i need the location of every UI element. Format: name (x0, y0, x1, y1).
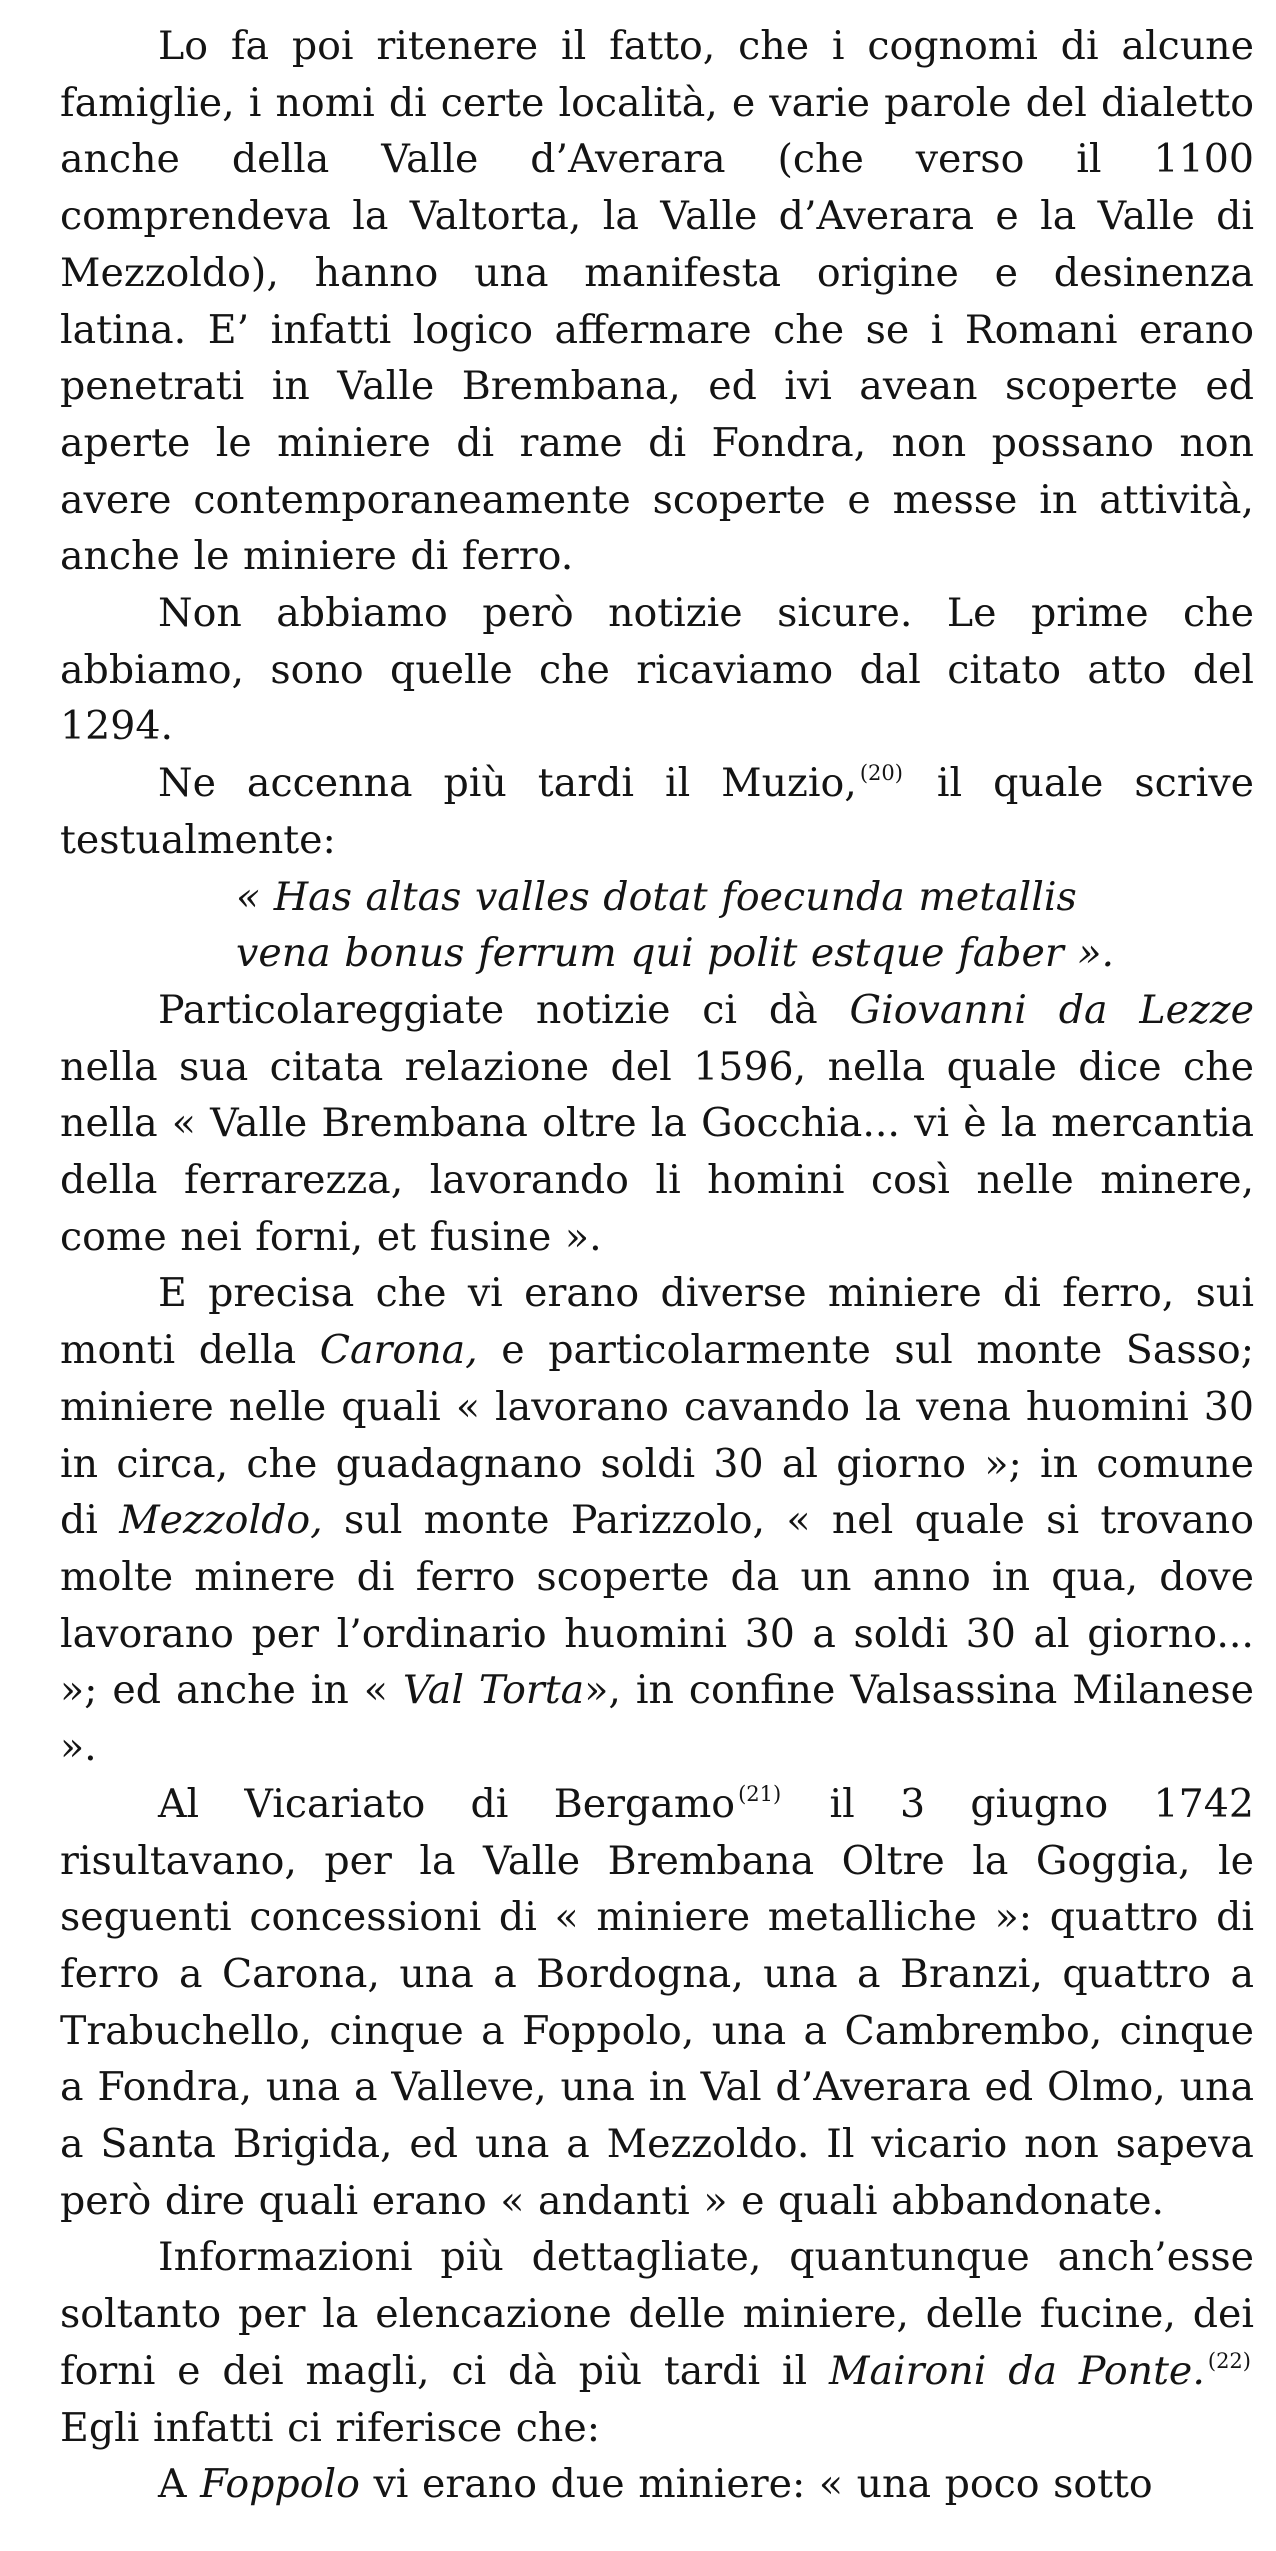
foppolo-text-b: vi erano due miniere: « una poco sotto (373, 2461, 1153, 2508)
author-giovanni-da-lezze: Giovanni da Lezze (849, 986, 1254, 1033)
paragraph-iron-mines (60, 1265, 1254, 1775)
place-val-torta: Val Torta (402, 1667, 585, 1714)
maironi-text-b: Egli infatti ci riferisce che: (60, 2404, 601, 2451)
paragraph-maironi (60, 2229, 1254, 2456)
mines-text-d: », in confine Valsassina Milanese ». (60, 1667, 1254, 1771)
paragraph-muzio (60, 755, 1254, 868)
paragraph-no-sure-news: Non abbiamo però notizie sicure. Le prime che abbiamo, sono quelle che ricaviamo dal citato atto del 1294. (60, 590, 1254, 750)
paragraph-origins: Lo fa poi ritenere il fatto, che i cognomi di alcune famiglie, i nomi di certe località, e varie parole del dialetto anche della Valle d’Averara (che verso il 1100 comprendeva la Valtorta, la Valle d’Averara e la Valle di Mezzoldo), hanno una manifesta origine e desinenza latina. E’ infatti logico affermare che se i Romani erano penetrati in Valle Brembana, ed ivi avean scoperte ed aperte le miniere di rame di Fondra, non possano non avere contemporaneamente scoperte e messe in attività, anche le miniere di ferro. (60, 23, 1254, 580)
mines-text-c: sul monte Parizzolo, « nel quale si trovano molte minere di ferro scoperte da un anno in qua, dove lavorano per l’ordinario huomini 30 a soldi 30 al giorno... »; ed anche in « (60, 1497, 1254, 1714)
latin-verse-quote (60, 869, 1254, 982)
document-page (60, 18, 1254, 2513)
footnote-ref-20: (20) (859, 761, 903, 786)
place-foppolo: Foppolo (200, 2461, 360, 2508)
paragraph-foppolo (60, 2456, 1254, 2513)
vicariato-text-after: il 3 giugno 1742 risultavano, per la Valle Brembana Oltre la Goggia, le seguenti concessioni di « miniere metalliche »: quattro di ferro a Carona, una a Bordogna, una a Branzi, quattro a Trabuchello, cinque a Foppolo, una a Cambrembo, cinque a Fondra, una a Valleve, una in Val d’Averara ed Olmo, una a Santa Brigida, ed una a Mezzoldo. Il vicario non sapeva però dire quali erano « andanti » e quali abbandonate. (60, 1780, 1254, 2224)
place-mezzoldo: Mezzoldo, (119, 1497, 323, 1544)
verse-line-1: « Has altas valles dotat foecunda metallis (236, 873, 1077, 920)
vicariato-text-before: Al Vicariato di Bergamo (158, 1780, 736, 1827)
paragraph-vicariato (60, 1776, 1254, 2230)
da-lezze-text-b: nella sua citata relazione del 1596, nella quale dice che nella « Valle Brembana oltre la Gocchia... vi è la mercantia della ferrarezza, lavorando li homini così nelle minere, come nei forni, et fusine ». (60, 1043, 1254, 1260)
place-carona: Carona, (319, 1327, 478, 1374)
muzio-text-after: il quale scrive testualmente: (60, 760, 1254, 863)
maironi-text-a: Informazioni più dettagliate, quantunque anch’esse soltanto per la elencazione delle miniere, delle fucine, dei forni e dei magli, ci dà più tardi il (60, 2234, 1254, 2394)
footnote-ref-21: (21) (738, 1781, 782, 1806)
mines-text-b: e particolarmente sul monte Sasso; miniere nelle quali « lavorano cavando la vena huomini 30 in circa, che guadagnano soldi 30 al giorno »; in comune di (60, 1327, 1255, 1544)
muzio-text-before: Ne accenna più tardi il Muzio, (158, 760, 857, 807)
footnote-ref-22: (22) (1207, 2348, 1251, 2373)
da-lezze-text-a: Particolareggiate notizie ci dà (158, 986, 818, 1033)
paragraph-da-lezze (60, 982, 1254, 1266)
mines-text-a: E precisa che vi erano diverse miniere di ferro, sui monti della (60, 1270, 1254, 1374)
author-maironi-da-ponte: Maironi da Ponte. (829, 2347, 1205, 2394)
foppolo-text-a: A (158, 2461, 187, 2508)
verse-line-2: vena bonus ferrum qui polit estque faber ». (236, 930, 1115, 977)
